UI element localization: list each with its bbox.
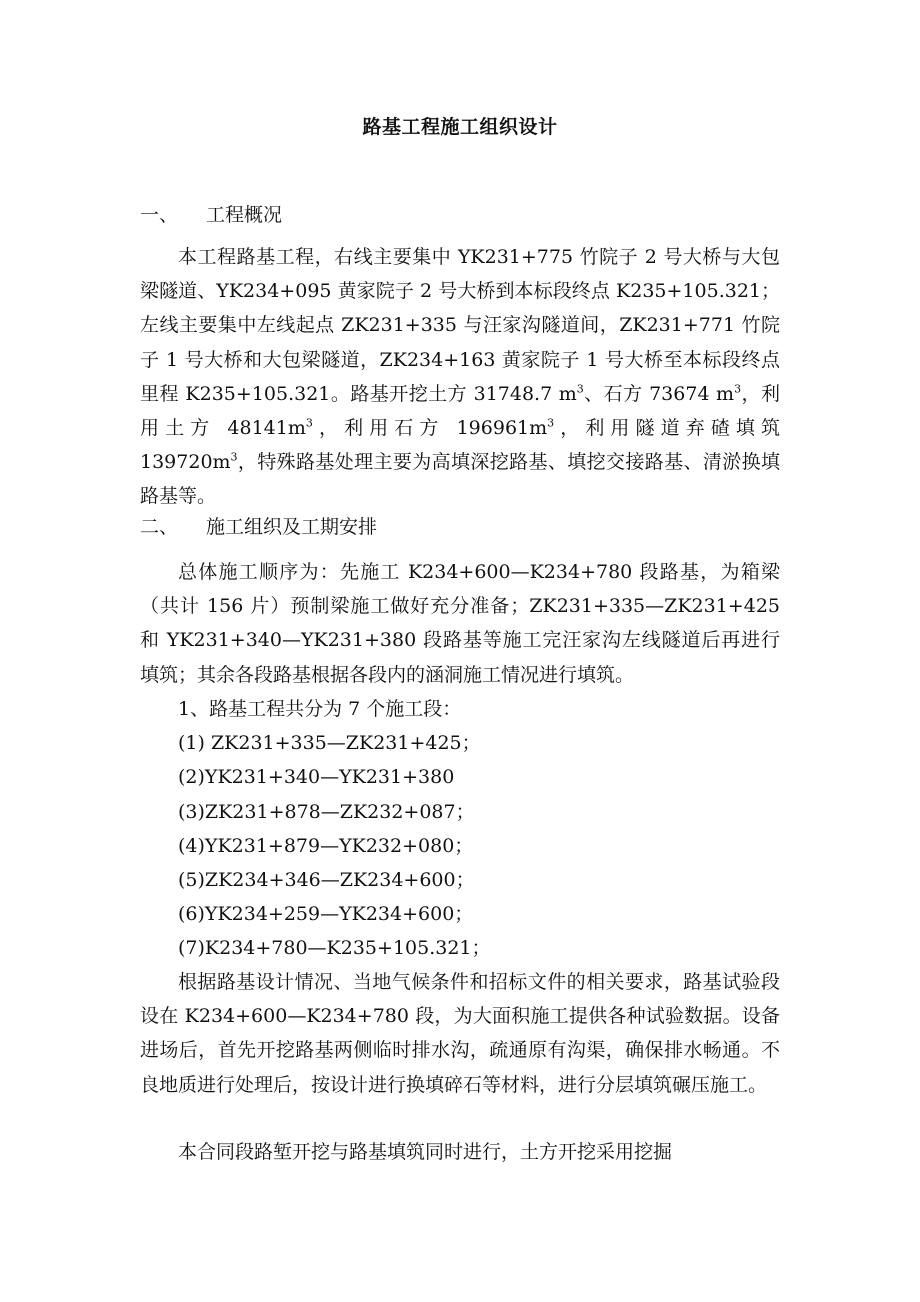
list-intro: 1、路基工程共分为 7 个施工段：: [178, 698, 462, 720]
superscript-3: 3: [734, 382, 742, 396]
section-heading-1: [140, 200, 282, 227]
section-title: 工程概况: [206, 204, 283, 226]
section-number: 一、: [140, 204, 179, 226]
section-number: 二、: [140, 516, 179, 538]
superscript-3: 3: [576, 382, 584, 396]
list-item: (7)K234+780—K235+105.321；: [178, 937, 491, 960]
segment-list: [178, 692, 491, 966]
list-item: (5)ZK234+346—ZK234+600；: [178, 869, 475, 892]
section-title: 施工组织及工期安排: [206, 516, 378, 538]
list-item: (1) ZK231+335—ZK231+425；: [178, 732, 481, 755]
document-title: 路基工程施工组织设计: [362, 116, 558, 138]
list-item: (2)YK231+340—YK231+380: [178, 766, 455, 789]
excavation-paragraph: 本合同段路堑开挖与路基填筑同时进行，土方开挖采用挖掘: [178, 1141, 673, 1163]
list-item: (6)YK234+259—YK234+600；: [178, 903, 474, 926]
superscript-3: 3: [230, 450, 238, 464]
list-item: (3)ZK231+878—ZK232+087；: [178, 800, 475, 823]
sequence-paragraph: 总体施工顺序为：先施工 K234+600—K234+780 段路基，为箱梁（共计 156 片）预制梁施工做好充分准备；ZK231+335—ZK231+425 和 YK231+340—YK231+380 段路基等施工完汪家沟左线隧道后再进行填筑；其余各段路基根据各段内的涵洞施工情况进行填筑。: [140, 561, 780, 686]
section-heading-2: [140, 512, 377, 539]
superscript-3: 3: [547, 416, 555, 430]
overview-paragraph: 本工程路基工程，右线主要集中 YK231+775 竹院子 2 号大桥与大包梁隧道、YK234+095 黄家院子 2 号大桥到本标段终点 K235+105.321；左线主要集中左线起点 ZK231+335 与汪家沟隧道间，ZK231+771 竹院子 1 号大桥和大包梁隧道，ZK234+163 黄家院子 1 号大桥至本标段终点里程 K235+105.321。路基开挖土方 31748.7 $m^3$、石方 73674 $m^3$，利用土方 $48141m^3$，利用石方 $196961m^3$，利用隧道弃碴填筑 $139720m^3$，特殊路基处理主要为高填深挖路基、填挖交接路基、清淤换填路基等。: [140, 246, 780, 508]
list-item: (4)YK231+879—YK232+080；: [178, 834, 474, 857]
trial-section-paragraph: 根据路基设计情况、当地气候条件和招标文件的相关要求，路基试验段设在 K234+600—K234+780 段，为大面积施工提供各种试验数据。设备进场后，首先开挖路基两侧临时排水沟，疏通原有沟渠，确保排水畅通。不良地质进行处理后，按设计进行换填碎石等材料，进行分层填筑碾压施工。: [140, 971, 780, 1096]
superscript-3: 3: [305, 416, 313, 430]
